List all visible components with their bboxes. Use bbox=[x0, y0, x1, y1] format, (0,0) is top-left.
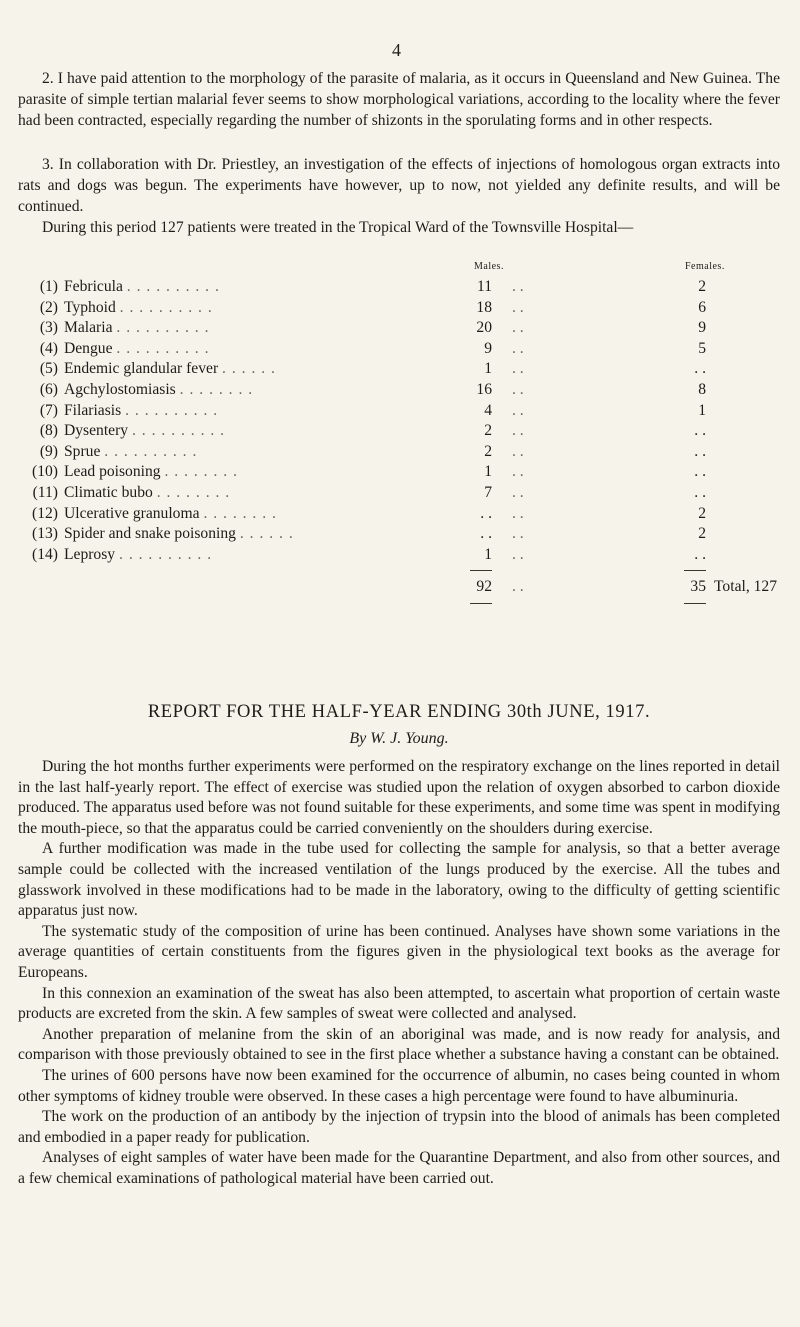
table-row bbox=[18, 319, 780, 339]
disease-name: Ulcerative granuloma bbox=[64, 504, 200, 522]
paragraph-organ-extracts: 3. In collaboration with Dr. Priestley, an investigation of the effects of injections of homologous organ extracts into rats and dogs was begun. The experiments have however, up to now, not yielded any definite results, and will be continued. bbox=[18, 156, 780, 215]
column-separator: . . bbox=[512, 319, 524, 337]
leader-dots: . . . . . . . . bbox=[156, 484, 231, 501]
disease-label bbox=[64, 381, 253, 399]
males-count: 1 bbox=[484, 463, 492, 481]
column-separator: . . bbox=[512, 401, 524, 419]
males-count: 9 bbox=[484, 339, 492, 357]
table-row bbox=[18, 546, 780, 566]
row-number: (11) bbox=[32, 484, 58, 501]
column-header-females: Females. bbox=[685, 261, 725, 272]
grand-total: Total, 127 bbox=[714, 578, 778, 596]
table-row bbox=[18, 484, 780, 504]
report-paragraph: A further modification was made in the tube used for collecting the sample for analysis, so that a better average sample could be collected with the increased ventilation of the lungs produced by the exercise. All the tubes and glasswork involved in these modifications had to be made in the laboratory, owing to the difficulty of getting scientific apparatus just now. bbox=[18, 840, 780, 920]
column-separator: . . bbox=[512, 463, 524, 481]
males-count: 4 bbox=[484, 401, 492, 419]
table-row bbox=[18, 443, 780, 463]
row-number: (13) bbox=[32, 525, 58, 543]
disease-label bbox=[64, 402, 218, 420]
leader-dots: . . . . . . . . . . bbox=[104, 442, 198, 460]
disease-name: Typhoid bbox=[64, 298, 116, 316]
leader-dots: . . . . . . . . . . bbox=[125, 401, 219, 419]
report-byline: By W. J. Young. bbox=[349, 730, 449, 747]
females-count: 1 bbox=[698, 401, 706, 419]
disease-name: Sprue bbox=[64, 442, 101, 460]
report-paragraph: Analyses of eight samples of water have been made for the Quarantine Department, and also from other sources, and a few chemical examinations of pathological material have been carried out. bbox=[18, 1149, 780, 1187]
leader-dots: . . . . . . . . bbox=[179, 381, 254, 398]
disease-name: Lead poisoning bbox=[64, 463, 161, 481]
row-number: (12) bbox=[32, 504, 58, 522]
column-separator: . . bbox=[512, 578, 524, 596]
disease-label bbox=[64, 443, 197, 461]
males-count: 1 bbox=[484, 360, 492, 378]
column-separator: . . bbox=[512, 422, 524, 440]
report-paragraph: Another preparation of melanine from the skin of an aboriginal was made, and is now ready for analysis, and comparison with those previously obtained to see in the first place whether a substance having a constant can be obtained. bbox=[18, 1025, 780, 1064]
disease-label bbox=[64, 505, 277, 523]
report-body bbox=[18, 757, 780, 1189]
females-double-rule bbox=[684, 603, 706, 604]
leader-dots: . . . . . . bbox=[222, 360, 276, 378]
row-number: (3) bbox=[39, 319, 58, 337]
table-row bbox=[18, 505, 780, 525]
total-males: 92 bbox=[476, 578, 492, 596]
disease-name: Agchylostomiasis bbox=[64, 381, 176, 398]
males-count: . . bbox=[480, 525, 492, 543]
disease-label bbox=[64, 278, 220, 296]
disease-label bbox=[64, 360, 276, 378]
total-females: 35 bbox=[690, 578, 706, 596]
table-row bbox=[18, 381, 780, 401]
leader-dots: . . . . . . . . . . bbox=[116, 339, 210, 357]
disease-name: Malaria bbox=[64, 319, 113, 337]
leader-dots: . . . . . . . . bbox=[164, 463, 238, 481]
females-count: 9 bbox=[698, 319, 706, 337]
report-title: REPORT FOR THE HALF-YEAR ENDING 30th JUNE, 1917. bbox=[147, 702, 651, 722]
row-number: (7) bbox=[39, 401, 58, 419]
males-count: 16 bbox=[476, 381, 492, 398]
disease-label bbox=[64, 484, 230, 502]
females-count: . . bbox=[694, 484, 706, 501]
column-separator: . . bbox=[512, 278, 524, 295]
males-count: 7 bbox=[484, 484, 492, 501]
males-count: 18 bbox=[476, 298, 492, 316]
leader-dots: . . . . . . . . . . bbox=[119, 298, 213, 316]
table-row bbox=[18, 299, 780, 319]
disease-name: Endemic glandular fever bbox=[64, 360, 219, 378]
column-separator: . . bbox=[512, 484, 524, 501]
column-separator: . . bbox=[512, 298, 524, 316]
males-count: 11 bbox=[476, 278, 492, 295]
females-count: 5 bbox=[698, 339, 706, 357]
females-count: . . bbox=[694, 545, 706, 563]
row-number: (14) bbox=[32, 545, 58, 563]
leader-dots: . . . . . . . . . . bbox=[119, 545, 213, 563]
column-separator: . . bbox=[512, 545, 524, 563]
row-number: (5) bbox=[39, 360, 58, 378]
table-row bbox=[18, 402, 780, 422]
table-row bbox=[18, 525, 780, 545]
females-count: . . bbox=[694, 360, 706, 378]
disease-label bbox=[64, 525, 294, 543]
females-count: 2 bbox=[698, 278, 706, 295]
table-row bbox=[18, 463, 780, 483]
disease-label bbox=[64, 299, 213, 317]
row-number: (6) bbox=[39, 381, 58, 398]
males-count: 1 bbox=[484, 545, 492, 563]
table-row bbox=[18, 340, 780, 360]
column-header-males: Males. bbox=[474, 261, 504, 272]
report-paragraph: The work on the production of an antibody by the injection of trypsin into the blood of animals has been completed and embodied in a paper ready for publication. bbox=[18, 1108, 780, 1146]
report-paragraph: In this connexion an examination of the sweat has also been attempted, to ascertain what proportion of certain waste products are excreted from the skin. A few samples of sweat were collected and analysed. bbox=[18, 984, 780, 1023]
males-count: 2 bbox=[484, 442, 492, 460]
column-separator: . . bbox=[512, 525, 524, 543]
males-count: 2 bbox=[484, 422, 492, 440]
disease-name: Filariasis bbox=[64, 401, 122, 419]
leader-dots: . . . . . . . . bbox=[203, 504, 277, 522]
row-number: (9) bbox=[39, 442, 58, 460]
column-separator: . . bbox=[512, 381, 524, 398]
column-separator: . . bbox=[512, 360, 524, 378]
disease-label bbox=[64, 422, 225, 440]
females-count: . . bbox=[694, 442, 706, 460]
report-paragraph: The systematic study of the composition of urine has been continued. Analyses have shown some variations in the average quantities of certain constituents from the figures given in the physiological text books as the average for Europeans. bbox=[18, 922, 780, 981]
paragraph-malaria-morphology: 2. I have paid attention to the morphology of the parasite of malaria, as it occurs in Queensland and New Guinea. The parasite of simple tertian malarial fever seems to show morphological variations, according to the locality where the fever had been contracted, especially regarding the number of shizonts in the sporulating forms and in other respects. bbox=[18, 70, 780, 129]
disease-name: Spider and snake poisoning bbox=[64, 525, 236, 543]
row-number: (8) bbox=[39, 422, 58, 440]
column-separator: . . bbox=[512, 339, 524, 357]
disease-name: Dengue bbox=[64, 339, 113, 357]
disease-label bbox=[64, 546, 212, 564]
column-separator: . . bbox=[512, 504, 524, 522]
females-count: 2 bbox=[698, 525, 706, 543]
females-count: 2 bbox=[698, 504, 706, 522]
males-sum-rule bbox=[470, 570, 492, 571]
total-row bbox=[18, 578, 780, 598]
disease-name: Leprosy bbox=[64, 545, 116, 563]
males-count: . . bbox=[480, 504, 492, 522]
table-row bbox=[18, 360, 780, 380]
females-count: 6 bbox=[698, 298, 706, 316]
disease-label bbox=[64, 319, 209, 337]
disease-name: Dysentery bbox=[64, 422, 129, 440]
females-sum-rule bbox=[684, 570, 706, 571]
row-number: (1) bbox=[39, 278, 58, 295]
row-number: (4) bbox=[39, 339, 58, 357]
paragraph-patients-intro: During this period 127 patients were treated in the Tropical Ward of the Townsville Hospital— bbox=[42, 219, 634, 236]
disease-name: Climatic bubo bbox=[64, 484, 153, 501]
leader-dots: . . . . . . . . . . bbox=[132, 422, 226, 440]
disease-label bbox=[64, 463, 238, 481]
females-count: . . bbox=[694, 422, 706, 440]
males-double-rule bbox=[470, 603, 492, 604]
page-number: 4 bbox=[392, 40, 401, 60]
row-number: (2) bbox=[39, 298, 58, 316]
disease-label bbox=[64, 340, 209, 358]
leader-dots: . . . . . . bbox=[239, 525, 294, 543]
disease-name: Febricula bbox=[64, 278, 123, 295]
report-paragraph: The urines of 600 persons have now been examined for the occurrence of albumin, no cases being counted in whom other symptoms of kidney trouble were observed. In these cases a high percentage were found to have albuminuria. bbox=[18, 1066, 780, 1105]
males-count: 20 bbox=[476, 319, 492, 337]
females-count: . . bbox=[694, 463, 706, 481]
leader-dots: . . . . . . . . . . bbox=[126, 278, 220, 295]
table-row bbox=[18, 422, 780, 442]
report-paragraph: During the hot months further experiments were performed on the respiratory exchange on the lines reported in detail in the last half-yearly report. The effect of exercise was studied upon the relation of oxygen absorbed to carbon dioxide produced. The apparatus used before was not found suitable for these experiments, and some time was spent in modifying the mouth-piece, so that the apparatus could be carried conveniently on the shoulders during exercise. bbox=[18, 758, 780, 837]
column-separator: . . bbox=[512, 442, 524, 460]
leader-dots: . . . . . . . . . . bbox=[116, 319, 210, 337]
row-number: (10) bbox=[32, 463, 58, 481]
females-count: 8 bbox=[698, 381, 706, 398]
table-row bbox=[18, 278, 780, 298]
